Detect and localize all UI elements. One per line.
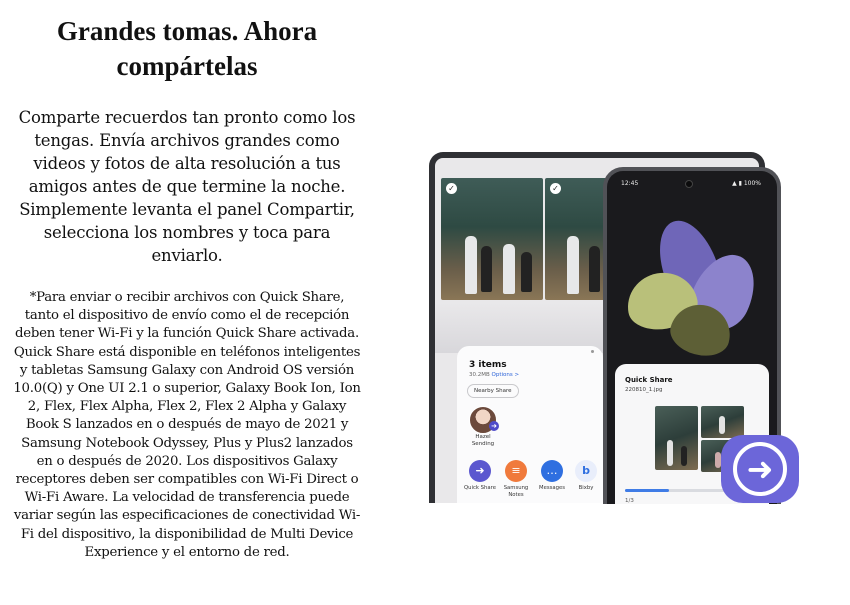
share-title: 3 items bbox=[469, 360, 507, 370]
app-quick-share[interactable]: ➜ Quick Share bbox=[463, 460, 497, 492]
fine-print: *Para enviar o recibir archivos con Quick Share, tanto el dispositivo de envío como el de recepción deben tener Wi-Fi y la función Quick Share activada. Quick Share está disponible en teléfonos inteligentes y tabletas Samsung Galaxy con Android OS versión 10.0(Q) y One UI 2.1 o superior, Galaxy Book Ion, Ion 2, Flex, Flex Alpha, Flex 2, Flex 2 Alpha y Galaxy Book S lanzados en o después de mayo de 2021 y Samsung Notebook Odyssey, Plus y Plus2 lanzados en o después de 2020. Los dispositivos Galaxy receptores deben ser compatibles con Wi-Fi Direct o Wi-Fi Aware. La velocidad de transferencia puede variar según las especificaciones de conectividad Wi-Fi del dispositivo, la disponibilidad de Multi Device Experience y el entorno de red. bbox=[13, 290, 361, 560]
gallery-photo-1[interactable] bbox=[441, 178, 543, 300]
device-illustration bbox=[427, 150, 807, 504]
share-meta: 30.2MB Options > bbox=[469, 372, 520, 378]
notes-icon: ≡ bbox=[505, 460, 527, 482]
quick-share-app-icon bbox=[721, 435, 799, 503]
nearby-share-button[interactable]: Nearby Share bbox=[467, 384, 519, 398]
status-time: 12:45 bbox=[621, 180, 639, 187]
check-icon[interactable]: ✓ bbox=[446, 183, 457, 194]
app-messages[interactable]: … Messages bbox=[535, 460, 569, 492]
battery-indicator: ▲ ▮ 100% bbox=[732, 180, 761, 187]
bixby-icon: b bbox=[575, 460, 597, 482]
file-thumbnail bbox=[655, 406, 698, 470]
arrow-right-icon: ➜ bbox=[746, 450, 774, 488]
file-count: 1/3 bbox=[625, 498, 634, 504]
camera-icon bbox=[685, 180, 693, 188]
app-samsung-notes[interactable]: ≡ Samsung Notes bbox=[499, 460, 533, 498]
quick-share-icon: ➜ bbox=[469, 460, 491, 482]
file-thumbnail bbox=[701, 406, 744, 438]
lead-paragraph: Comparte recuerdos tan pronto como los tengas. Envía archivos grandes como videos y fotos de alta resolución a tus amigos antes de que termine la noche. Simplemente levanta el panel Compartir, selecciona los nombres y toca para enviarlo. bbox=[18, 108, 356, 265]
file-name: 220810_1.jpg bbox=[625, 387, 663, 393]
status-bar bbox=[621, 180, 761, 190]
text-column bbox=[12, 14, 362, 562]
check-icon[interactable]: ✓ bbox=[550, 183, 561, 194]
headline: Grandes tomas. Ahora compártelas bbox=[56, 16, 318, 81]
contact-avatar[interactable] bbox=[469, 406, 497, 434]
quick-share-badge-icon: ➜ bbox=[489, 421, 499, 431]
wallpaper-flower bbox=[627, 211, 777, 371]
progress-bar bbox=[625, 489, 669, 492]
options-link[interactable]: Options > bbox=[491, 372, 520, 378]
messages-icon: … bbox=[541, 460, 563, 482]
quick-share-card-title: Quick Share bbox=[625, 376, 673, 384]
app-bixby[interactable]: b Bixby bbox=[569, 460, 603, 492]
share-sheet bbox=[457, 346, 603, 503]
contact-name: Hazel Sending bbox=[471, 434, 495, 447]
share-apps bbox=[457, 460, 603, 500]
